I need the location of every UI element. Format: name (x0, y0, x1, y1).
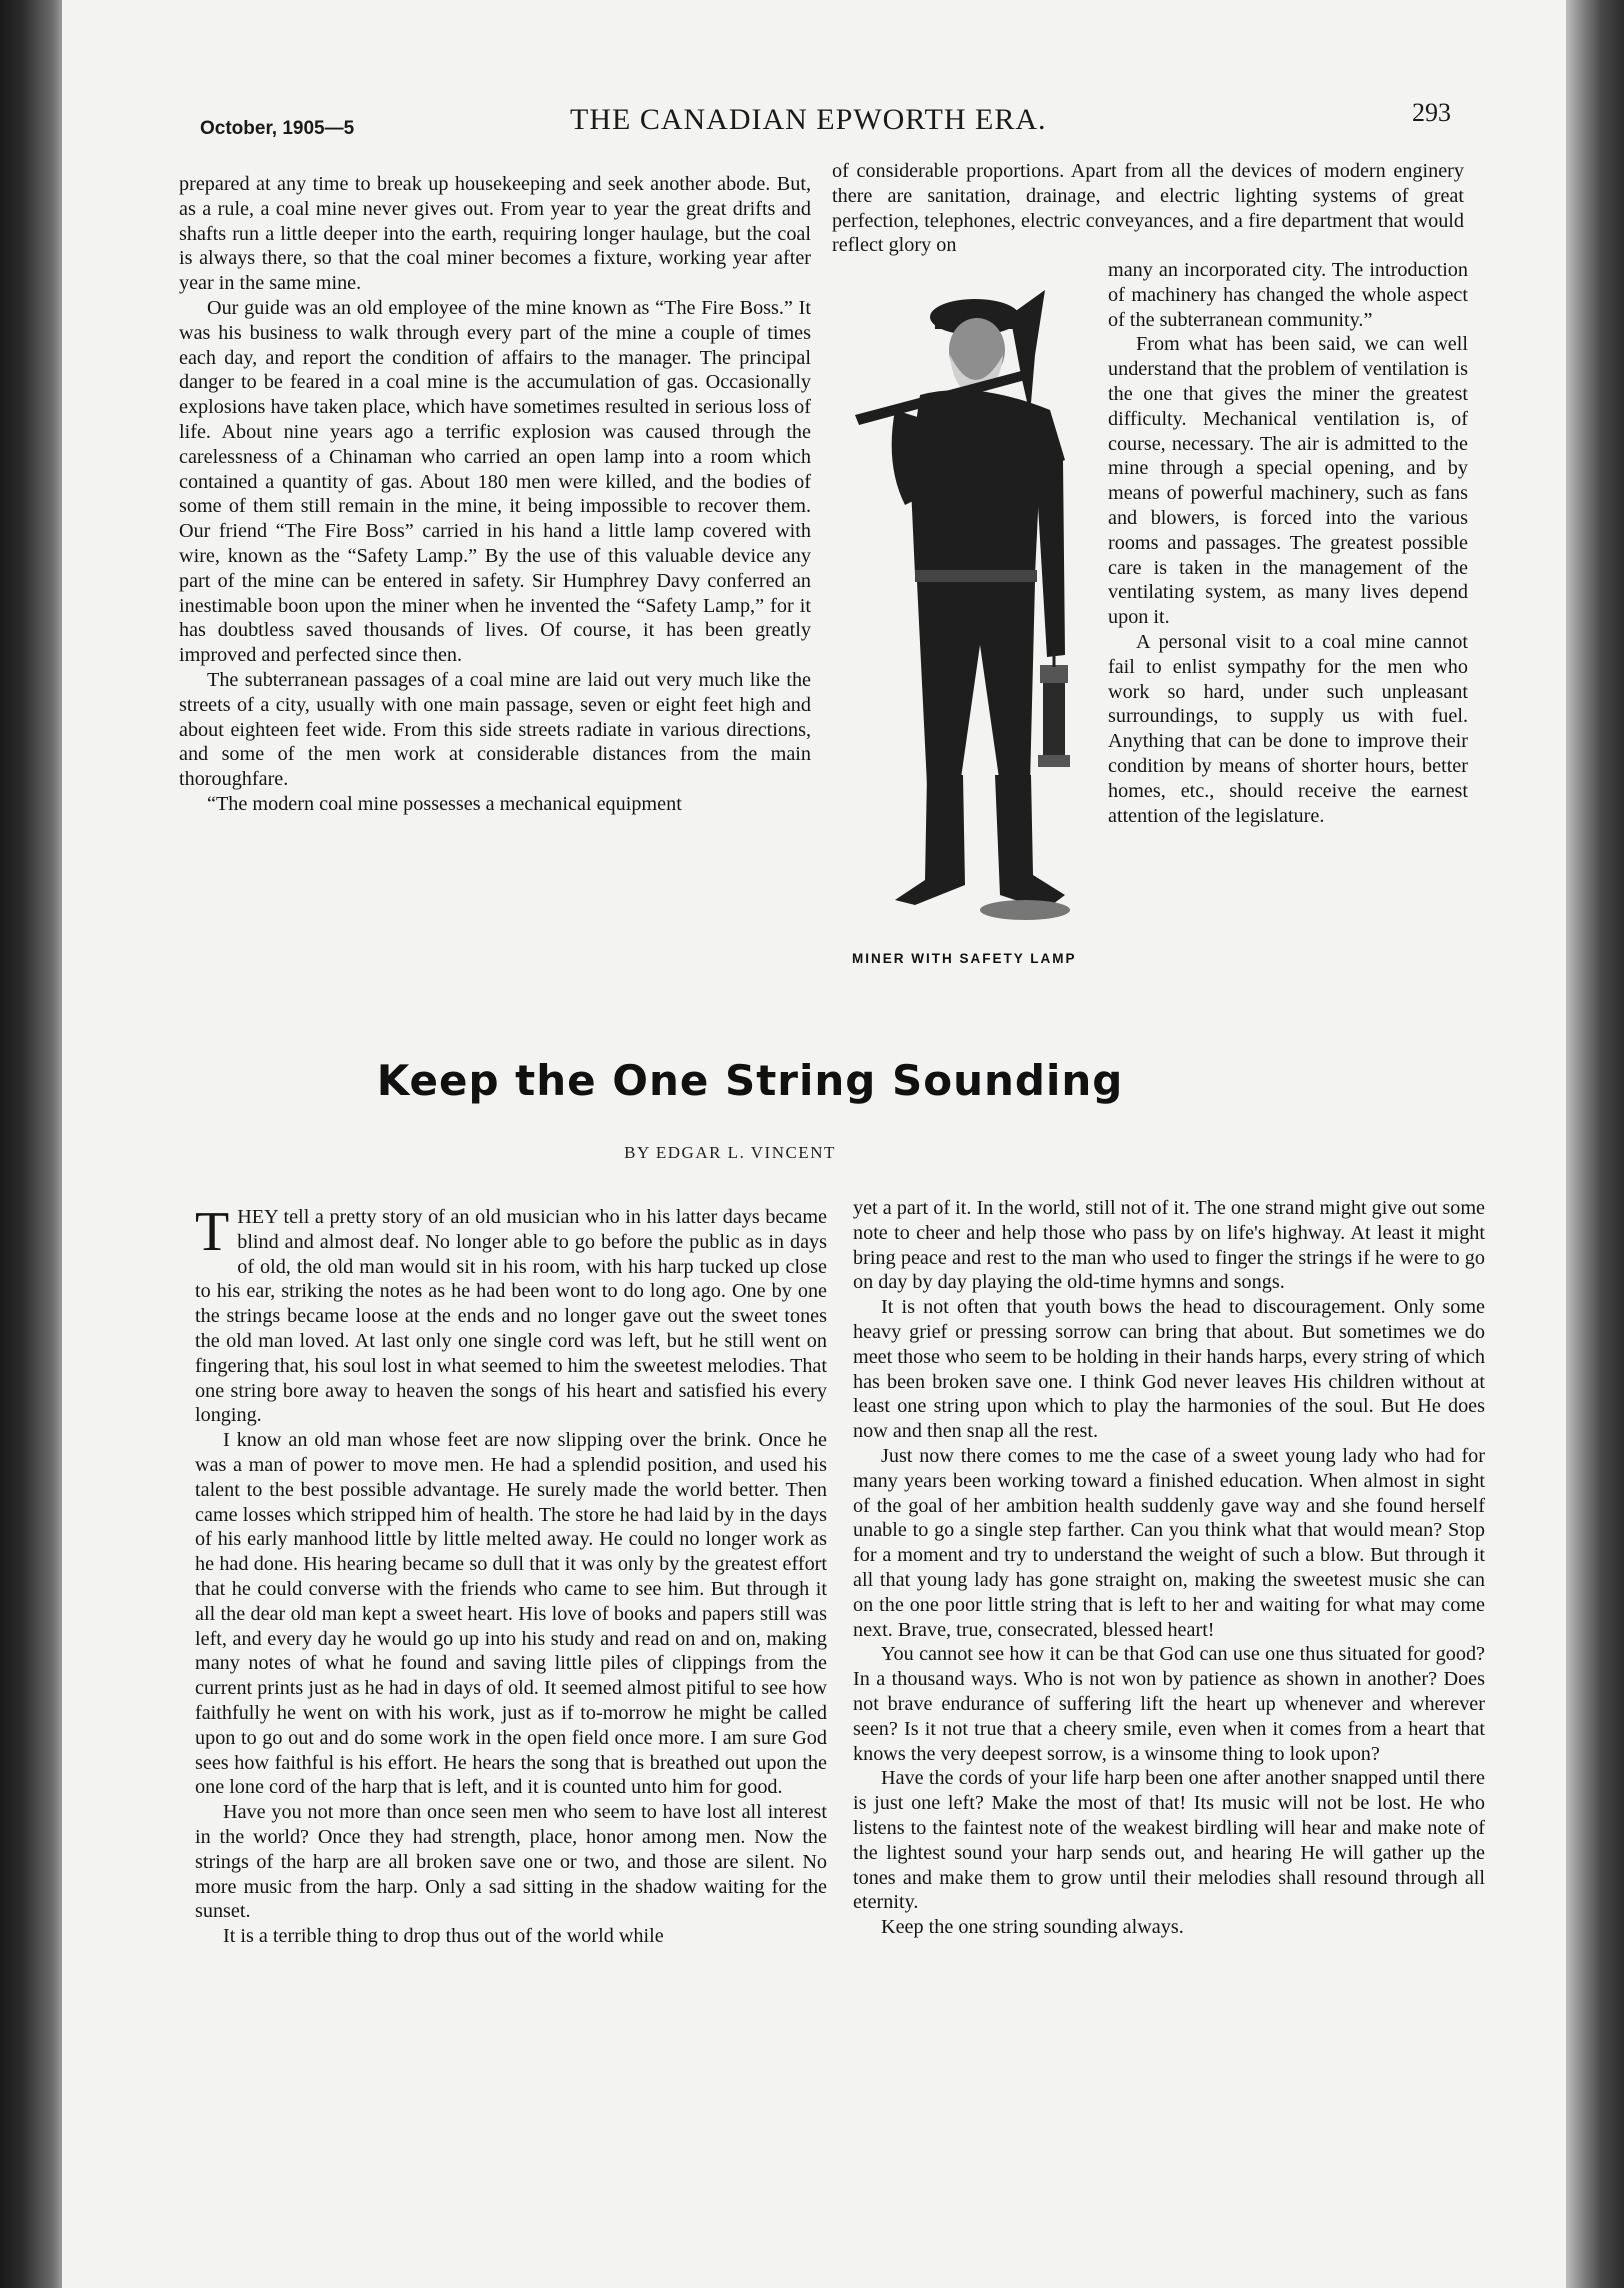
miner-illustration (835, 285, 1095, 945)
opening-paragraph (195, 1201, 827, 1428)
paragraph: many an incorporated city. The introduction of machinery has changed the whole aspect of the subterranean community.” (1108, 259, 1468, 331)
binding-edge-right (1566, 0, 1624, 2288)
paragraph: “The modern coal mine possesses a mechanical equipment (207, 792, 682, 815)
paragraph: prepared at any time to break up housekeeping and seek another abode. But, as a rule, a coal mine never gives out. From year to year the great drifts and shafts run a little deeper into the earth, requiring longer haulage, but the coal is always there, so that the coal miner becomes a fixture, working year after year in the same mine. (179, 173, 811, 295)
paragraph: Just now there comes to me the case of a sweet young lady who had for many years been working toward a finished education. When almost in sight of the goal of her ambition health suddenly gave way and she found herself unable to go a single step farther. Can you think what that would mean? Stop for a moment and try to understand the weight of such a blow. But through it all that young lady has gone straight on, making the sweetest music she can on the one poor little string that is left to her and waiting for what may come next. Brave, true, consecrated, blessed heart! (853, 1444, 1485, 1641)
paragraph: The subterranean passages of a coal mine are laid out very much like the streets of a city, usually with one main passage, seven or eight feet high and about eighteen feet wide. From this side streets radiate in various directions, and some of the men work at considerable distances from the main thoroughfare. (179, 668, 811, 791)
article-title: Keep the One String Sounding (376, 1056, 1124, 1105)
article-byline: BY EDGAR L. VINCENT (624, 1143, 836, 1162)
issue-date: October, 1905—5 (200, 118, 355, 139)
paragraph: You cannot see how it can be that God can use one thus situated for good? In a thousand ways. Who is not won by patience as shown in another? Does not brave endurance of suffering lift the heart up whenever and wherever seen? Is it not true that a cheery smile, even when it comes from a heart that knows the very deepest sorrow, is a winsome thing to look upon? (853, 1643, 1485, 1765)
binding-edge-left (0, 0, 62, 2288)
paragraph: From what has been said, we can well understand that the problem of ventilation is the one that gives the miner the greatest difficulty. Mechanical ventilation is, of course, necessary. The air is admitted to the mine through a special opening, and by means of powerful machinery, such as fans and blowers, is forced into the various rooms and passages. The greatest possible care is taken in the management of the ventilating system, as many lives depend upon it. (1108, 333, 1468, 629)
paragraph: of considerable proportions. Apart from all the devices of modern enginery there are sanitation, drainage, and electric lighting systems of great perfection, telephones, electric conveyances, and a fire department that would reflect glory on (832, 160, 1464, 257)
article-right-column (853, 1196, 1485, 1940)
opening-text: HEY tell a pretty story of an old musician who in his latter days became blind and almost deaf. No longer able to go before the public as in days of old, the old man would sit in his room, with his harp tucked up close to his ear, striking the notes as he had been wont to do long ago. One by one the strings became loose at the ends and no longer gave out the sweet tones the old man loved. At last only one single cord was left, but he still went on fingering that, his soul lost in what seemed to him the sweetest melodies. That one string bore away to heaven the songs of his heart and satisfied his every longing. (195, 1206, 827, 1427)
magazine-title: THE CANADIAN EPWORTH ERA. (570, 103, 1047, 136)
mine-article-right-wrap (1108, 258, 1468, 828)
paragraph: I know an old man whose feet are now slipping over the brink. Once he was a man of power to move men. He had a splendid position, and used his talent to the best possible advantage. He surely made the world better. Then came losses which stripped him of health. The store he had laid by in the days of his early manhood little by little melted away. He could no longer work as he had done. His hearing became so dull that it was only by the greatest effort that he could converse with the friends who came to see him. But through it all the dear old man kept a sweet heart. His love of books and papers still was left, and every day he would go up into his study and read on and on, making many notes of what he found and saving little piles of clippings from the current prints just as he had in days of old. It seemed almost pitiful to see how faithfully he went on with his work, just as if to-morrow he might be called upon to go out and do some work in the open field once more. I am sure God sees how faithful is his effort. He hears the song that is breathed out upon the one lone cord of the harp that is left, and it is counted unto him for good. (195, 1429, 827, 1799)
paragraph: yet a part of it. In the world, still not of it. The one strand might give out some note to cheer and help those who pass by on life's highway. At least it might bring peace and rest to the man who used to finger the strings if he were to go on day by day playing the old-time hymns and songs. (853, 1197, 1485, 1294)
page-number: 293 (1412, 98, 1451, 127)
paragraph: Keep the one string sounding always. (881, 1916, 1184, 1939)
figure-caption: MINER WITH SAFETY LAMP (852, 951, 1077, 966)
paragraph: Our guide was an old employee of the mine known as “The Fire Boss.” It was his business to walk through every part of the mine a couple of times each day, and report the condition of affairs to the manager. The principal danger to be feared in a coal mine is the accumulation of gas. Occasionally explosions have taken place, which have sometimes resulted in serious loss of life. About nine years ago a terrific explosion was caused through the carelessness of a Chinaman who carried an open lamp into a room which contained a quantity of gas. About 180 men were killed, and the bodies of some of them still remain in the mine, it being impossible to recover them. Our friend “The Fire Boss” carried in his hand a little lamp covered with wire, known as the “Safety Lamp.” By the use of this valuable device any part of the mine can be entered in safety. Sir Humphrey Davy conferred an inestimable boon upon the miner when he invented the “Safety Lamp,” for it has doubtless saved thousands of lives. Of course, it has been greatly improved and perfected since then. (179, 296, 811, 667)
paragraph: Have you not more than once seen men who seem to have lost all interest in the world? Once they had strength, place, honor among men. Now the strings of the harp are all broken save one or two, and those are silent. No more music from the harp. Only a sad sitting in the shadow waiting for the sunset. (195, 1801, 827, 1923)
paragraph: It is a terrible thing to drop thus out of the world while (223, 1925, 664, 1948)
paragraph: It is not often that youth bows the head to discouragement. Only some heavy grief or pressing sorrow can bring that about. But sometimes we do meet those who seem to be holding in their hands harps, every string of which has been broken save one. I think God never leaves His children without at least one string upon which to play the harmonies of the soul. But He does now and then snap all the rest. (853, 1296, 1485, 1443)
paragraph: A personal visit to a coal mine cannot fail to enlist sympathy for the men who work so hard, under such unpleasant surroundings, to supply us with fuel. Anything that can be done to improve their condition by means of shorter hours, better homes, etc., should receive the earnest attention of the legislature. (1108, 630, 1468, 827)
article-left-column (195, 1201, 827, 1949)
drop-cap: T (195, 1201, 230, 1263)
mine-article-right-lead (832, 159, 1464, 258)
paragraph: Have the cords of your life harp been one after another snapped until there is just one left? Make the most of that! Its music will not be lost. He who listens to the faintest note of the weakest birdling will hear and make note of the lightest sound your harp sends out, and hearing He will gather up the tones and make them to grow until their melodies shall resound through all eternity. (853, 1767, 1485, 1914)
mine-article-left-column (179, 172, 811, 817)
